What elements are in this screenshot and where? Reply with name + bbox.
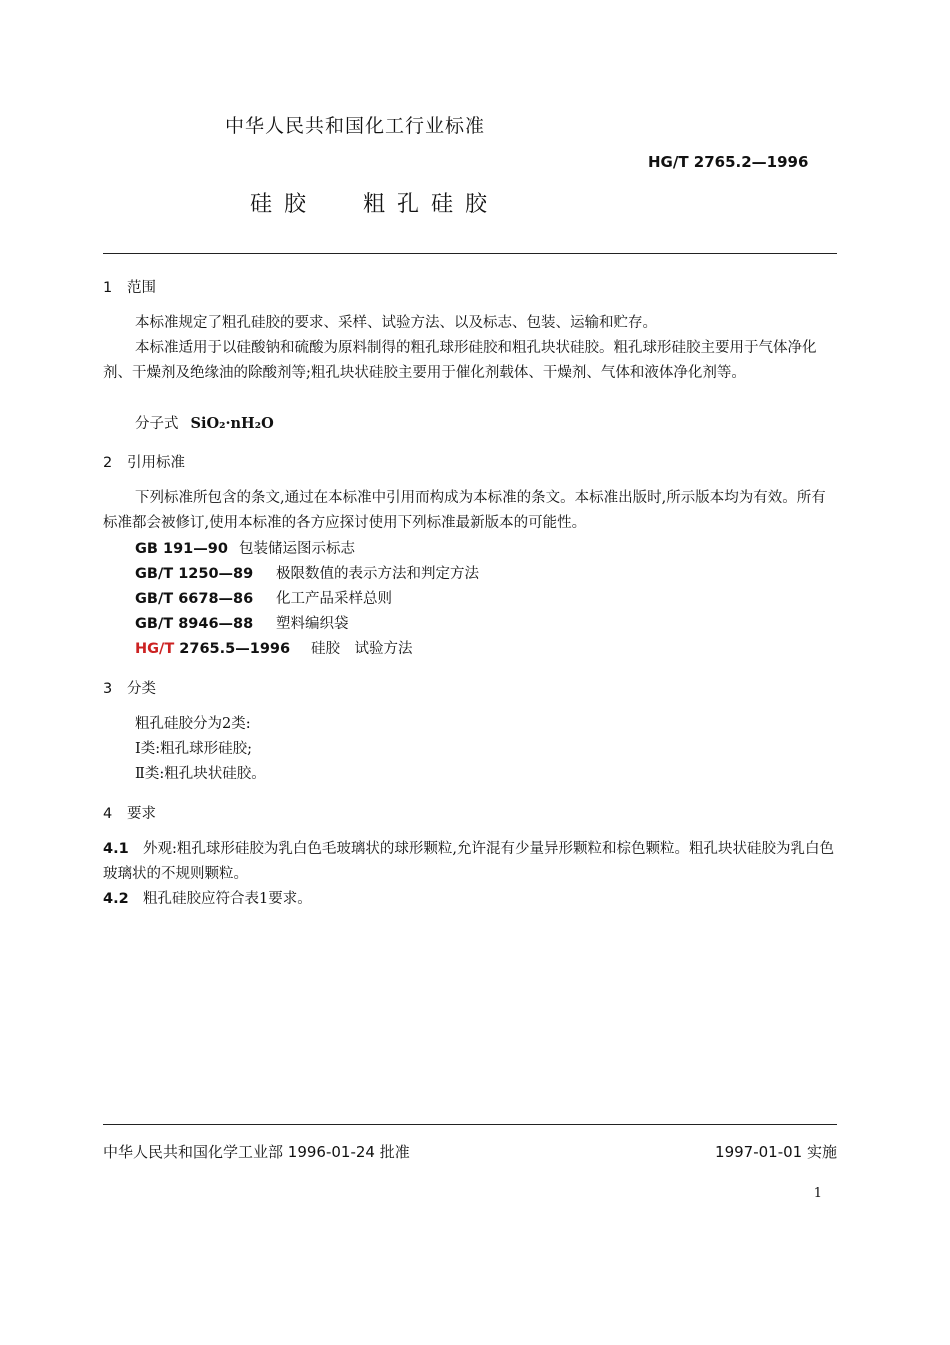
reference-item [135,612,349,637]
doc-title-part2: 粗孔硅胶 [363,192,500,217]
reference-title: 塑料编织袋 [276,616,349,632]
clause-4-2 [103,887,312,912]
reference-item [135,537,355,562]
class-1: Ⅰ类:粗孔球形硅胶; [135,741,252,757]
section-4-number: 4 [103,806,113,822]
classification-intro: 粗孔硅胶分为2类: [135,716,251,732]
reference-item [135,587,392,612]
class-2: Ⅱ类:粗孔块状硅胶。 [135,766,266,782]
section-3-title: 分类 [127,681,156,697]
reference-code: GB/T 8946—88 [135,616,254,632]
reference-title: 化工产品采样总则 [276,591,392,607]
clause-4-1-text: 外观:粗孔球形硅胶为乳白色毛玻璃状的球形颗粒,允许混有少量异形颗粒和棕色颗粒。粗孔块状硅胶为乳白色玻璃状的不规则颗粒。 [103,841,834,882]
section-2-heading [103,451,185,472]
footer-rule [103,1124,837,1125]
reference-code: GB 191—90 [135,541,228,557]
clause-4-2-text: 粗孔硅胶应符合表1要求。 [143,891,312,907]
reference-code [135,637,311,662]
section-1-heading [103,276,156,297]
reference-title: 包装储运图示标志 [239,541,355,557]
reference-title: 硅胶 试验方法 [311,641,413,657]
reference-item [135,562,479,587]
implementation-date: 1997-01-01 实施 [715,1143,837,1161]
section-1-number: 1 [103,280,113,296]
reference-code: GB/T 6678—86 [135,591,254,607]
clause-4-2-number: 4.2 [103,891,129,907]
section-2-number: 2 [103,455,113,471]
section-4-heading [103,802,156,823]
reference-title: 极限数值的表示方法和判定方法 [276,566,479,582]
clause-4-1 [103,837,837,887]
formula-value: SiO₂·nH₂O [190,415,274,432]
doc-title-part1: 硅胶 [250,192,319,217]
reference-code: GB/T 1250—89 [135,566,254,582]
reference-code-rest: 2765.5—1996 [174,641,291,657]
section-1-paragraph-1: 本标准规定了粗孔硅胶的要求、采样、试验方法、以及标志、包装、运输和贮存。 [135,315,657,331]
section-3-heading [103,677,156,698]
molecular-formula [135,411,274,437]
approval-note: 中华人民共和国化学工业部 1996-01-24 批准 [103,1143,410,1161]
standard-code: HG/T 2765.2—1996 [648,153,809,171]
reference-code-highlight: HG/T [135,641,175,657]
header-rule [103,253,837,254]
standard-title: 中华人民共和国化工行业标准 [225,115,486,137]
section-2-title: 引用标准 [127,455,185,471]
page-number: 1 [813,1186,822,1201]
section-4-title: 要求 [127,806,156,822]
formula-label: 分子式 [135,416,179,432]
section-1-paragraph-2: 本标准适用于以硅酸钠和硫酸为原料制得的粗孔球形硅胶和粗孔块状硅胶。粗孔球形硅胶主要用于气体净化剂、干燥剂及绝缘油的除酸剂等;粗孔块状硅胶主要用于催化剂载体、干燥剂、气体和液体净化剂等。 [103,340,817,381]
section-1-title: 范围 [127,280,156,296]
section-2-intro: 下列标准所包含的条文,通过在本标准中引用而构成为本标准的条文。本标准出版时,所示版本均为有效。所有标准都会被修订,使用本标准的各方应探讨使用下列标准最新版本的可能性。 [103,490,826,531]
clause-4-1-number: 4.1 [103,841,129,857]
section-3-number: 3 [103,681,113,697]
reference-item-hg [135,637,413,662]
